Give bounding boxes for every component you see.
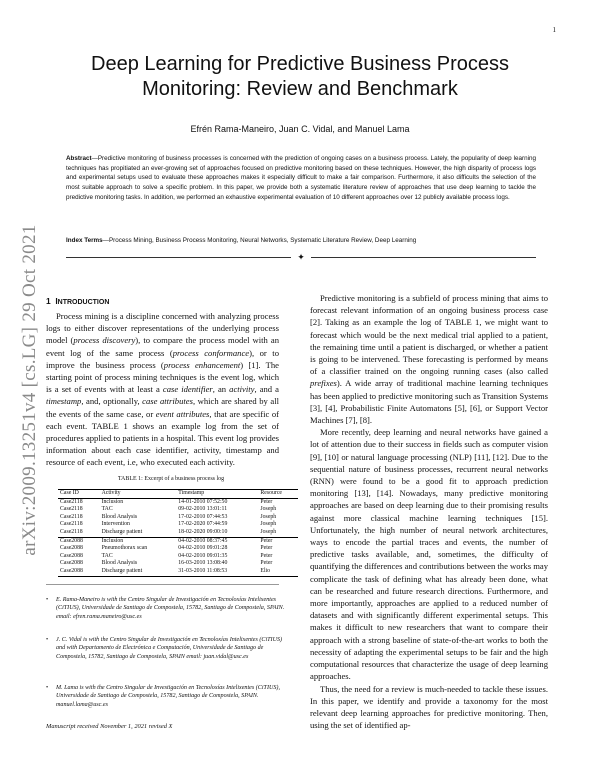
table-cell: Elio	[258, 568, 298, 576]
divider-diamond-icon: ✦	[297, 252, 305, 262]
manuscript-note: Manuscript received November 1, 2021 revised X	[46, 723, 173, 730]
table-cell: 17-02-2010 07:44:53	[178, 513, 228, 520]
table-cell: Peter	[260, 498, 273, 505]
table-cell: 09-02-2010 13:01:11	[178, 506, 228, 513]
term-process-discovery: process discovery	[73, 335, 136, 346]
table-header-row	[58, 490, 298, 499]
right-column	[310, 292, 548, 731]
table-cell: Discharge patient	[100, 568, 177, 576]
text-run: , which are shared by all the events of the same case, or	[46, 396, 279, 419]
abstract-text: —Predictive monitoring of business processes is concerned with the prediction of ongoing cases on a business process. Lately, the popularity of deep learning techniques has propitiated an ever-growing set of approaches focused on predictive monitoring based on these techniques. However, the high disparity of process logs and experimental setups used to evaluate these approaches makes it especially difficult to make a fair comparison. Furthermore, it also difficults the selection of the most suitable approach to solve a specific problem. In this paper, we provide both a systematic literature review of approaches that use deep learning to tackle the predictive monitoring tasks. In addition, we performed an exhaustive experimental evaluation of 10 different approaches over 12 publicly available process logs.	[66, 155, 536, 201]
body-paragraph: More recently, deep learning and neural networks have gained a lot of attention due to their success in fields such as computer vision [9], [10] or natural language processing (NLP) [11], [12]. Due to the sequential nature of business processes, recurrent neural networks (RNN) were found to be a good fit to approach prediction monitoring [13], [14]. Nowadays, many predictive monitoring approaches are based on deep learning due to their promising results against more classical machine learning techniques [15]. Unfortunately, the high number of neural network architectures, ways to encode the partial traces and events, the number of predictive tasks available, and, sometimes, the difficulty of quantifying the differences and contributions between the works may complicate the task of defining what has already been done, what can be researched and future research directions. Furthermore, and more importantly, approaches are applied to a reduced number of datasets and with significantly different experimental setups. This makes it difficult to new researchers that want to compare their approach with a strong baseline of state-of-the-art works to both the necessity of adapting the experimental setups to be fair and the high computational resources that characterize the usage of deep learning approaches.	[310, 427, 549, 682]
table-cell: Intervention	[101, 521, 130, 528]
text-run: ). A wide array of traditional machine learning techniques has been applied to predictive monitoring such as Transition Systems [3], [4], Probabilistic Finite Automatons [5], [6], or Support Vector Machines [7], [8].	[310, 378, 548, 426]
table-cell: Case2118	[60, 528, 83, 535]
table-cell: Case2088	[60, 545, 83, 552]
body-paragraph	[310, 292, 548, 426]
footnote-text: M. Lama is with the Centro Singular de Investigación en Tecnoloxías Intelixentes (CiTIUS), Universidade de Santiago de Compostela, 15782, Santiago de Compostela, SPAIN. manuel.lama@usc.es	[56, 685, 280, 708]
footnote-affiliation	[46, 596, 289, 621]
table-cell: 31-03-2010 11:08:53	[176, 568, 258, 576]
table-cell: Joseph	[260, 521, 277, 528]
table-row	[58, 521, 298, 529]
table-cell: Joseph	[260, 506, 277, 513]
author-list: Efrén Rama-Maneiro, Juan C. Vidal, and Manuel Lama	[190, 124, 410, 134]
table-cell: 04-02-2010 08:37:45	[176, 537, 258, 545]
divider-line-right	[311, 257, 536, 258]
section-heading-introduction	[46, 296, 109, 306]
text-run: ) [1]. The starting point of process mining techniques is the event log, which is a set of events with at least a	[46, 359, 279, 395]
arxiv-stamp	[16, 180, 44, 600]
table-cell: 16-03-2010 13:08:40	[178, 560, 228, 567]
text-run: , that are specific of each event. TABLE 1 shows an example log from the set of procedures applied to patients in a hospital. This event log provides information about each case identifier, activity, timestamp and resource of each event, i.e, who executed each activity.	[46, 408, 279, 468]
page-number: 1	[552, 26, 556, 34]
table-cell: TAC	[101, 506, 113, 513]
term-activity: activity	[229, 384, 255, 395]
text-run: ), or to improve the business process (	[46, 347, 279, 370]
intro-paragraph	[46, 310, 279, 469]
index-terms	[66, 236, 536, 246]
table-row	[58, 506, 298, 514]
table-cell: Pneumothorax scan	[101, 545, 148, 552]
section-number: 1	[46, 296, 51, 306]
table-row	[58, 529, 298, 537]
header-activity: Activity	[100, 490, 177, 499]
table-cell: Peter	[258, 537, 298, 545]
text-run: , an	[212, 384, 230, 395]
bullet-icon: •	[46, 597, 49, 603]
table-cell: Blood Analysis	[101, 560, 138, 567]
bullet-icon: •	[46, 685, 49, 691]
divider-line-left	[66, 257, 291, 258]
footnote-text: E. Rama-Maneiro is with the Centro Singular de Investigación en Tecnoloxías Intelixentes (CiTIUS), Universidade de Santiago de Compostela, 15782, Santiago de Compostela, SPAIN. email: efren.rama.maneiro@usc.es	[56, 597, 285, 620]
body-paragraph: Thus, the need for a review is much-needed to tackle these issues. In this paper, we identify and provide a taxonomy for the most relevant deep learning approaches for predictive monitoring. Then, using the set of identified ap-	[310, 683, 548, 731]
table-cell: 14-01-2010 07:52:50	[178, 498, 228, 505]
table-cell: Case2118	[60, 498, 83, 505]
table-row	[58, 498, 298, 506]
process-log-table	[58, 489, 298, 577]
table-cell: Discharge patient	[101, 528, 143, 535]
text-run: , and a	[254, 384, 279, 395]
header-resource: Resource	[258, 490, 298, 499]
index-terms-label: Index Terms	[66, 237, 103, 244]
table-caption: TABLE 1: Excerpt of a business process log	[117, 476, 225, 482]
table-cell: Blood Analysis	[101, 513, 138, 520]
abstract	[66, 154, 536, 203]
table-row	[58, 545, 298, 553]
table-cell: 17-02-2020 07:44:59	[178, 521, 228, 528]
table-cell: Inclusion	[101, 498, 124, 505]
table-cell: Case2118	[60, 521, 83, 528]
footnote-text: J. C. Vidal is with the Centro Singular de Investigación en Tecnoloxías Intelixentes (CiTIUS) and with Departamento de Electrónica e Computación, Universidade de Santiago de Compostela, 15782, Santiago de Compostela, SPAIN email: juan.vidal@usc.es	[56, 637, 283, 660]
section-title-initial: I	[55, 296, 58, 306]
header-timestamp: Timestamp	[176, 490, 258, 499]
table-cell: 04-02-2010 09:01:28	[178, 545, 228, 552]
header-case-id: Case ID	[58, 490, 100, 499]
table-cell: Peter	[260, 560, 273, 567]
table-cell: Inclusion	[100, 537, 177, 545]
text-run: , and, optionally,	[81, 396, 143, 407]
term-case-attributes: case attributes	[142, 396, 193, 407]
table-row	[58, 568, 298, 576]
term-event-attributes: event attributes	[155, 408, 210, 419]
table-cell: Case2088	[60, 552, 83, 559]
table-cell: 18-02-2020 09:00:10	[178, 528, 228, 535]
text-run: ), to compare the process model with an event log of the same process (	[46, 335, 279, 358]
footnote-affiliation	[46, 636, 289, 661]
section-title-rest: NTRODUCTION	[57, 299, 110, 306]
table-row	[58, 537, 298, 545]
table-cell: Peter	[260, 552, 273, 559]
term-timestamp: timestamp	[46, 396, 82, 407]
term-case-identifier: case identifier	[162, 384, 213, 395]
table-cell: Joseph	[260, 528, 277, 535]
table-cell: Case2088	[60, 560, 83, 567]
footnote-affiliation	[46, 684, 289, 709]
table-row	[58, 560, 298, 568]
index-terms-text: —Process Mining, Business Process Monitoring, Neural Networks, Systematic Literature Review, Deep Learning	[102, 237, 417, 244]
left-column	[46, 310, 279, 469]
table-cell: Joseph	[260, 513, 277, 520]
table-cell: Peter	[260, 545, 273, 552]
abstract-label: Abstract	[66, 155, 92, 162]
table-cell: Case2088	[58, 537, 100, 545]
table-cell: TAC	[101, 552, 113, 559]
table-cell: Case2118	[60, 513, 83, 520]
arxiv-stamp-text: arXiv:2009.13251v4 [cs.LG] 29 Oct 2021	[19, 224, 40, 556]
paper-title: Deep Learning for Predictive Business Process Monitoring: Review and Benchmark	[91, 53, 509, 100]
table-row	[58, 514, 298, 522]
table-row	[58, 553, 298, 561]
table-cell: 04-02-2010 09:01:35	[178, 552, 228, 559]
section-divider	[66, 253, 536, 263]
bullet-icon: •	[46, 637, 49, 643]
text-run: Process mining is a discipline concerned with analyzing process logs to either discover representations of the underlying process model (	[46, 311, 279, 346]
term-process-enhancement: process enhancement	[163, 359, 241, 370]
table-cell: Case2088	[58, 568, 100, 576]
text-run: Predictive monitoring is a subfield of process mining that aims to forecast relevant information of an ongoing business process case [2]. Taking as an example the log of TABLE 1, we might want to forecast which would be the next medical trial applied to a patient, the remaining time until a patient is discharged, or whether a patient is going to be intervened. These forecasting is performed by means of a classifier trained on the ongoing running cases (also called	[310, 293, 548, 377]
term-process-conformance: process conformance	[172, 347, 250, 358]
footnote-rule	[46, 584, 279, 585]
table-cell: Case2118	[60, 506, 83, 513]
term-prefixes: prefixes	[310, 378, 337, 389]
